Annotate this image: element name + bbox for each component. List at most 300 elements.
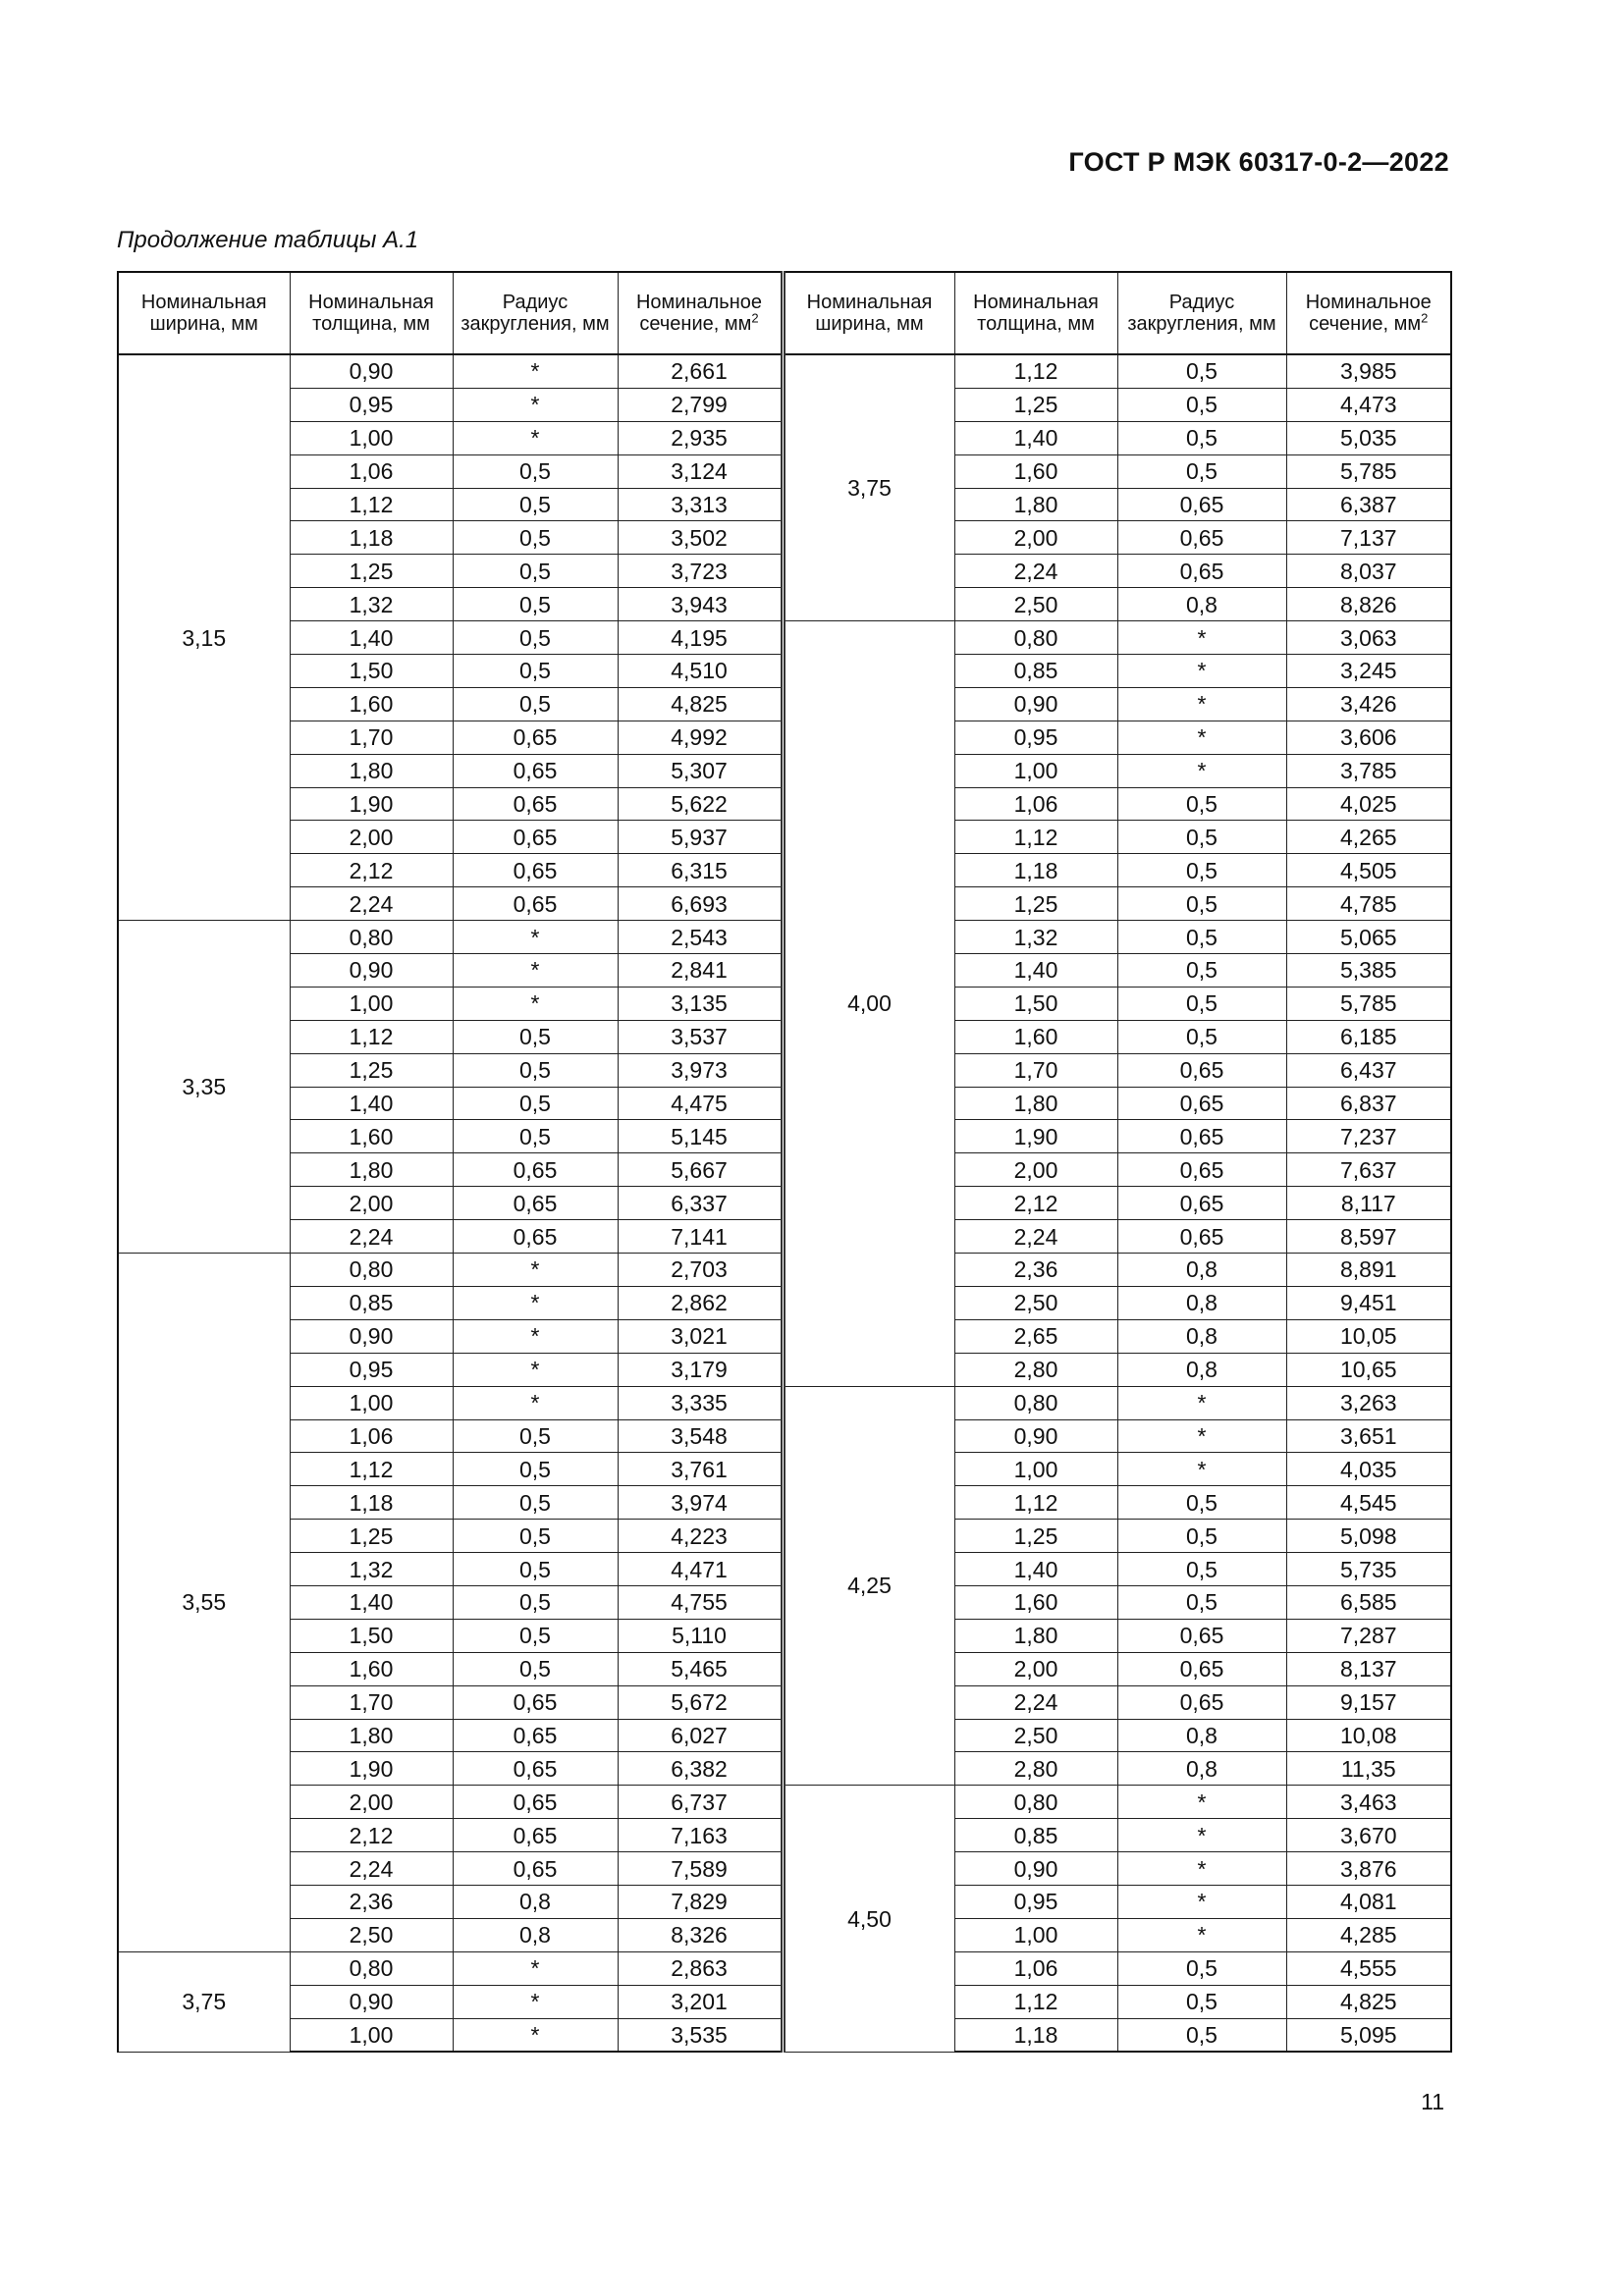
- thickness-cell: 2,80: [954, 1353, 1117, 1386]
- column-header: [1286, 272, 1451, 354]
- column-header: [954, 272, 1117, 354]
- thickness-cell: 0,80: [954, 1386, 1117, 1419]
- radius-cell: 0,5: [1117, 454, 1286, 488]
- cross-section-cell: 4,223: [618, 1520, 783, 1553]
- radius-cell: *: [1117, 1819, 1286, 1852]
- radius-cell: 0,65: [453, 1187, 618, 1220]
- thickness-cell: 2,50: [954, 588, 1117, 621]
- thickness-cell: 1,12: [954, 1985, 1117, 2018]
- column-header: [290, 272, 453, 354]
- cross-section-cell: 4,035: [1286, 1453, 1451, 1486]
- radius-cell: 0,5: [1117, 1985, 1286, 2018]
- radius-cell: 0,5: [453, 555, 618, 588]
- radius-cell: *: [1117, 721, 1286, 754]
- thickness-cell: 0,90: [290, 954, 453, 988]
- cross-section-cell: 4,473: [1286, 388, 1451, 421]
- radius-cell: 0,5: [1117, 1553, 1286, 1586]
- thickness-cell: 1,60: [290, 1120, 453, 1153]
- table-body: [118, 354, 1451, 2052]
- thickness-cell: 2,36: [954, 1254, 1117, 1287]
- thickness-cell: 2,00: [954, 1652, 1117, 1685]
- cross-section-cell: 6,387: [1286, 488, 1451, 521]
- radius-cell: 0,5: [1117, 388, 1286, 421]
- thickness-cell: 1,90: [290, 1752, 453, 1786]
- thickness-cell: 0,85: [954, 1819, 1117, 1852]
- cross-section-cell: 6,437: [1286, 1053, 1451, 1087]
- radius-cell: *: [453, 354, 618, 388]
- cross-section-cell: 5,065: [1286, 921, 1451, 954]
- thickness-cell: 1,12: [954, 1486, 1117, 1520]
- radius-cell: 0,65: [1117, 1619, 1286, 1652]
- radius-cell: 0,65: [453, 1786, 618, 1819]
- thickness-cell: 1,25: [954, 887, 1117, 921]
- thickness-cell: 1,40: [954, 954, 1117, 988]
- radius-cell: *: [453, 1319, 618, 1353]
- thickness-cell: 1,18: [290, 1486, 453, 1520]
- thickness-cell: 0,80: [290, 921, 453, 954]
- thickness-cell: 1,50: [954, 987, 1117, 1020]
- thickness-cell: 1,32: [954, 921, 1117, 954]
- thickness-cell: 1,18: [290, 521, 453, 555]
- cross-section-cell: 3,548: [618, 1419, 783, 1453]
- cross-section-cell: 4,475: [618, 1087, 783, 1120]
- thickness-cell: 1,00: [954, 754, 1117, 787]
- radius-cell: 0,65: [453, 1852, 618, 1886]
- radius-cell: *: [453, 1286, 618, 1319]
- column-header-text: Радиус закругления, мм: [1127, 292, 1276, 335]
- radius-cell: 0,8: [1117, 1719, 1286, 1752]
- radius-cell: *: [1117, 1386, 1286, 1419]
- cross-section-cell: 3,943: [618, 588, 783, 621]
- thickness-cell: 1,12: [954, 821, 1117, 854]
- thickness-cell: 1,00: [954, 1453, 1117, 1486]
- radius-cell: 0,5: [453, 1020, 618, 1053]
- radius-cell: 0,5: [1117, 1951, 1286, 1985]
- cross-section-cell: 4,195: [618, 621, 783, 655]
- radius-cell: 0,8: [453, 1885, 618, 1918]
- radius-cell: *: [453, 2018, 618, 2052]
- thickness-cell: 1,18: [954, 854, 1117, 887]
- cross-section-cell: 6,027: [618, 1719, 783, 1752]
- radius-cell: 0,5: [453, 1520, 618, 1553]
- width-cell: 3,55: [118, 1254, 290, 1952]
- cross-section-cell: 6,737: [618, 1786, 783, 1819]
- cross-section-cell: 5,035: [1286, 421, 1451, 454]
- thickness-cell: 2,24: [954, 1685, 1117, 1719]
- column-header-text: Номинальное сечение, мм: [635, 292, 763, 335]
- thickness-cell: 2,24: [290, 1220, 453, 1254]
- thickness-cell: 1,60: [290, 1652, 453, 1685]
- column-header-text: Номинальная толщина, мм: [973, 292, 1099, 335]
- cross-section-cell: 8,137: [1286, 1652, 1451, 1685]
- cross-section-cell: 3,179: [618, 1353, 783, 1386]
- thickness-cell: 1,90: [290, 787, 453, 821]
- thickness-cell: 1,06: [954, 1951, 1117, 1985]
- cross-section-cell: 5,672: [618, 1685, 783, 1719]
- thickness-cell: 2,50: [954, 1286, 1117, 1319]
- width-cell: 3,75: [118, 1951, 290, 2052]
- thickness-cell: 2,12: [290, 854, 453, 887]
- thickness-cell: 1,00: [290, 987, 453, 1020]
- radius-cell: 0,5: [453, 621, 618, 655]
- radius-cell: *: [1117, 1885, 1286, 1918]
- thickness-cell: 0,90: [954, 1852, 1117, 1886]
- radius-cell: *: [1117, 1786, 1286, 1819]
- cross-section-cell: 5,385: [1286, 954, 1451, 988]
- radius-cell: 0,5: [1117, 887, 1286, 921]
- thickness-cell: 1,12: [290, 1020, 453, 1053]
- cross-section-cell: 4,785: [1286, 887, 1451, 921]
- radius-cell: 0,65: [1117, 521, 1286, 555]
- thickness-cell: 1,80: [954, 1087, 1117, 1120]
- radius-cell: 0,5: [453, 1453, 618, 1486]
- thickness-cell: 0,90: [290, 1319, 453, 1353]
- column-header-text: Номинальная толщина, мм: [308, 292, 434, 335]
- cross-section-cell: 5,307: [618, 754, 783, 787]
- thickness-cell: 2,80: [954, 1752, 1117, 1786]
- radius-cell: *: [453, 987, 618, 1020]
- cross-section-cell: 8,117: [1286, 1187, 1451, 1220]
- thickness-cell: 1,12: [290, 488, 453, 521]
- radius-cell: 0,5: [1117, 421, 1286, 454]
- radius-cell: *: [453, 1951, 618, 1985]
- radius-cell: 0,65: [1117, 1087, 1286, 1120]
- cross-section-cell: 8,597: [1286, 1220, 1451, 1254]
- radius-cell: *: [1117, 754, 1286, 787]
- radius-cell: *: [453, 1985, 618, 2018]
- radius-cell: 0,65: [1117, 1153, 1286, 1187]
- cross-section-cell: 3,974: [618, 1486, 783, 1520]
- thickness-cell: 2,00: [954, 521, 1117, 555]
- radius-cell: 0,5: [1117, 854, 1286, 887]
- radius-cell: 0,8: [1117, 1254, 1286, 1287]
- thickness-cell: 1,12: [954, 354, 1117, 388]
- thickness-cell: 1,18: [954, 2018, 1117, 2052]
- thickness-cell: 0,90: [290, 1985, 453, 2018]
- cross-section-cell: 4,555: [1286, 1951, 1451, 1985]
- width-cell: 4,25: [783, 1386, 954, 1786]
- page-number: 11: [1421, 2089, 1444, 2114]
- cross-section-cell: 2,661: [618, 354, 783, 388]
- document-id: ГОСТ Р МЭК 60317-0-2—2022: [1068, 147, 1449, 177]
- thickness-cell: 1,06: [954, 787, 1117, 821]
- dimensions-table: [117, 271, 1452, 2053]
- cross-section-cell: 3,463: [1286, 1786, 1451, 1819]
- cross-section-cell: 3,135: [618, 987, 783, 1020]
- radius-cell: *: [1117, 1918, 1286, 1951]
- radius-cell: 0,5: [453, 1087, 618, 1120]
- thickness-cell: 1,40: [954, 1553, 1117, 1586]
- column-header-text: Радиус закругления, мм: [460, 292, 610, 335]
- thickness-cell: 0,95: [290, 388, 453, 421]
- radius-cell: 0,65: [1117, 1053, 1286, 1087]
- column-header-text: Номинальная ширина, мм: [806, 292, 933, 335]
- cross-section-cell: 3,785: [1286, 754, 1451, 787]
- cross-section-cell: 5,785: [1286, 987, 1451, 1020]
- width-cell: 3,15: [118, 354, 290, 921]
- cross-section-cell: 5,735: [1286, 1553, 1451, 1586]
- cross-section-cell: 10,05: [1286, 1319, 1451, 1353]
- cross-section-cell: 5,937: [618, 821, 783, 854]
- thickness-cell: 0,90: [290, 354, 453, 388]
- thickness-cell: 1,70: [290, 721, 453, 754]
- thickness-cell: 1,00: [290, 421, 453, 454]
- radius-cell: *: [453, 1353, 618, 1386]
- radius-cell: 0,5: [453, 588, 618, 621]
- radius-cell: *: [1117, 621, 1286, 655]
- cross-section-cell: 3,606: [1286, 721, 1451, 754]
- cross-section-cell: 6,585: [1286, 1585, 1451, 1619]
- cross-section-cell: 3,670: [1286, 1819, 1451, 1852]
- radius-cell: 0,5: [1117, 987, 1286, 1020]
- cross-section-cell: 7,141: [618, 1220, 783, 1254]
- radius-cell: 0,65: [453, 721, 618, 754]
- cross-section-cell: 8,326: [618, 1918, 783, 1951]
- thickness-cell: 1,40: [290, 1087, 453, 1120]
- cross-section-cell: 3,313: [618, 488, 783, 521]
- radius-cell: *: [453, 921, 618, 954]
- width-cell: 3,35: [118, 921, 290, 1254]
- thickness-cell: 1,00: [290, 2018, 453, 2052]
- cross-section-cell: 4,510: [618, 655, 783, 688]
- thickness-cell: 0,80: [954, 621, 1117, 655]
- cross-section-cell: 2,862: [618, 1286, 783, 1319]
- thickness-cell: 1,25: [290, 555, 453, 588]
- cross-section-cell: 3,502: [618, 521, 783, 555]
- thickness-cell: 0,85: [954, 655, 1117, 688]
- radius-cell: 0,5: [1117, 921, 1286, 954]
- cross-section-cell: 10,65: [1286, 1353, 1451, 1386]
- radius-cell: 0,65: [1117, 1187, 1286, 1220]
- cross-section-cell: 11,35: [1286, 1752, 1451, 1786]
- cross-section-cell: 5,785: [1286, 454, 1451, 488]
- cross-section-cell: 3,876: [1286, 1852, 1451, 1886]
- table-row: [118, 1786, 1451, 1819]
- dimensions-table-container: [117, 271, 1450, 2053]
- cross-section-cell: 3,535: [618, 2018, 783, 2052]
- width-cell: 4,00: [783, 621, 954, 1386]
- thickness-cell: 2,50: [290, 1918, 453, 1951]
- thickness-cell: 1,60: [954, 1585, 1117, 1619]
- radius-cell: 0,5: [453, 1619, 618, 1652]
- cross-section-cell: 5,622: [618, 787, 783, 821]
- cross-section-cell: 10,08: [1286, 1719, 1451, 1752]
- radius-cell: 0,65: [1117, 1685, 1286, 1719]
- column-header: [1117, 272, 1286, 354]
- radius-cell: 0,65: [453, 887, 618, 921]
- cross-section-cell: 7,237: [1286, 1120, 1451, 1153]
- radius-cell: 0,65: [453, 754, 618, 787]
- thickness-cell: 1,32: [290, 588, 453, 621]
- cross-section-cell: 5,095: [1286, 2018, 1451, 2052]
- cross-section-cell: 4,505: [1286, 854, 1451, 887]
- thickness-cell: 2,00: [290, 1786, 453, 1819]
- thickness-cell: 1,25: [954, 1520, 1117, 1553]
- cross-section-cell: 4,825: [618, 687, 783, 721]
- thickness-cell: 2,24: [290, 887, 453, 921]
- cross-section-cell: 4,025: [1286, 787, 1451, 821]
- cross-section-cell: 3,245: [1286, 655, 1451, 688]
- column-header-text: Номинальное сечение, мм: [1305, 292, 1432, 335]
- radius-cell: *: [1117, 1852, 1286, 1886]
- radius-cell: 0,5: [1117, 1585, 1286, 1619]
- thickness-cell: 1,60: [290, 687, 453, 721]
- radius-cell: 0,5: [453, 1053, 618, 1087]
- table-row: [118, 621, 1451, 655]
- cross-section-cell: 4,825: [1286, 1985, 1451, 2018]
- radius-cell: 0,8: [1117, 1319, 1286, 1353]
- radius-cell: 0,5: [453, 521, 618, 555]
- radius-cell: *: [1117, 687, 1286, 721]
- thickness-cell: 0,80: [954, 1786, 1117, 1819]
- radius-cell: 0,5: [453, 1553, 618, 1586]
- table-header-row: [118, 272, 1451, 354]
- radius-cell: *: [1117, 1453, 1286, 1486]
- radius-cell: 0,65: [453, 854, 618, 887]
- thickness-cell: 1,50: [290, 1619, 453, 1652]
- thickness-cell: 0,90: [954, 1419, 1117, 1453]
- thickness-cell: 1,25: [954, 388, 1117, 421]
- radius-cell: 0,65: [453, 1220, 618, 1254]
- cross-section-cell: 6,837: [1286, 1087, 1451, 1120]
- cross-section-cell: 9,157: [1286, 1685, 1451, 1719]
- radius-cell: *: [1117, 655, 1286, 688]
- thickness-cell: 0,85: [290, 1286, 453, 1319]
- radius-cell: *: [453, 388, 618, 421]
- radius-cell: *: [453, 954, 618, 988]
- column-header-text: Номинальная ширина, мм: [140, 292, 267, 335]
- table-row: [118, 1386, 1451, 1419]
- radius-cell: 0,65: [453, 1685, 618, 1719]
- thickness-cell: 2,24: [954, 1220, 1117, 1254]
- cross-section-cell: 5,667: [618, 1153, 783, 1187]
- radius-cell: 0,65: [453, 1719, 618, 1752]
- radius-cell: 0,65: [453, 821, 618, 854]
- thickness-cell: 2,65: [954, 1319, 1117, 1353]
- thickness-cell: 1,50: [290, 655, 453, 688]
- thickness-cell: 0,80: [290, 1254, 453, 1287]
- column-header: [453, 272, 618, 354]
- thickness-cell: 2,50: [954, 1719, 1117, 1752]
- thickness-cell: 1,80: [290, 1719, 453, 1752]
- thickness-cell: 2,00: [290, 821, 453, 854]
- cross-section-cell: 5,098: [1286, 1520, 1451, 1553]
- cross-section-cell: 7,137: [1286, 521, 1451, 555]
- thickness-cell: 0,90: [954, 687, 1117, 721]
- radius-cell: 0,65: [453, 1153, 618, 1187]
- thickness-cell: 0,95: [954, 1885, 1117, 1918]
- column-header: [118, 272, 290, 354]
- thickness-cell: 0,95: [954, 721, 1117, 754]
- radius-cell: 0,8: [1117, 1752, 1286, 1786]
- cross-section-cell: 8,826: [1286, 588, 1451, 621]
- radius-cell: 0,65: [1117, 1652, 1286, 1685]
- radius-cell: 0,5: [453, 488, 618, 521]
- cross-section-cell: 2,703: [618, 1254, 783, 1287]
- cross-section-cell: 7,163: [618, 1819, 783, 1852]
- thickness-cell: 1,40: [290, 621, 453, 655]
- thickness-cell: 2,00: [290, 1187, 453, 1220]
- radius-cell: 0,5: [453, 1419, 618, 1453]
- radius-cell: 0,5: [1117, 821, 1286, 854]
- thickness-cell: 2,12: [290, 1819, 453, 1852]
- radius-cell: *: [453, 1386, 618, 1419]
- cross-section-cell: 6,315: [618, 854, 783, 887]
- cross-section-cell: 5,110: [618, 1619, 783, 1652]
- radius-cell: 0,65: [1117, 1120, 1286, 1153]
- thickness-cell: 1,80: [290, 754, 453, 787]
- radius-cell: 0,5: [453, 687, 618, 721]
- cross-section-cell: 4,471: [618, 1553, 783, 1586]
- cross-section-cell: 8,891: [1286, 1254, 1451, 1287]
- radius-cell: 0,5: [453, 1585, 618, 1619]
- radius-cell: *: [453, 1254, 618, 1287]
- cross-section-cell: 2,863: [618, 1951, 783, 1985]
- cross-section-cell: 2,841: [618, 954, 783, 988]
- radius-cell: 0,65: [1117, 488, 1286, 521]
- column-header-superscript: 2: [751, 310, 759, 326]
- thickness-cell: 0,95: [290, 1353, 453, 1386]
- thickness-cell: 2,24: [954, 555, 1117, 588]
- radius-cell: 0,5: [453, 454, 618, 488]
- cross-section-cell: 6,693: [618, 887, 783, 921]
- radius-cell: 0,65: [453, 1752, 618, 1786]
- cross-section-cell: 3,973: [618, 1053, 783, 1087]
- thickness-cell: 2,36: [290, 1885, 453, 1918]
- thickness-cell: 1,40: [954, 421, 1117, 454]
- radius-cell: 0,65: [453, 1819, 618, 1852]
- thickness-cell: 1,25: [290, 1520, 453, 1553]
- thickness-cell: 2,24: [290, 1852, 453, 1886]
- cross-section-cell: 3,723: [618, 555, 783, 588]
- cross-section-cell: 4,285: [1286, 1918, 1451, 1951]
- radius-cell: 0,5: [453, 655, 618, 688]
- thickness-cell: 1,80: [954, 1619, 1117, 1652]
- cross-section-cell: 6,185: [1286, 1020, 1451, 1053]
- radius-cell: 0,5: [1117, 1520, 1286, 1553]
- thickness-cell: 1,60: [954, 454, 1117, 488]
- cross-section-cell: 3,761: [618, 1453, 783, 1486]
- thickness-cell: 1,00: [954, 1918, 1117, 1951]
- cross-section-cell: 7,287: [1286, 1619, 1451, 1652]
- thickness-cell: 1,32: [290, 1553, 453, 1586]
- radius-cell: 0,5: [1117, 2018, 1286, 2052]
- thickness-cell: 1,90: [954, 1120, 1117, 1153]
- cross-section-cell: 4,755: [618, 1585, 783, 1619]
- cross-section-cell: 2,543: [618, 921, 783, 954]
- thickness-cell: 0,80: [290, 1951, 453, 1985]
- column-header-superscript: 2: [1421, 310, 1429, 326]
- cross-section-cell: 4,545: [1286, 1486, 1451, 1520]
- thickness-cell: 2,00: [954, 1153, 1117, 1187]
- cross-section-cell: 3,335: [618, 1386, 783, 1419]
- cross-section-cell: 7,829: [618, 1885, 783, 1918]
- radius-cell: 0,65: [1117, 555, 1286, 588]
- cross-section-cell: 3,201: [618, 1985, 783, 2018]
- thickness-cell: 1,70: [290, 1685, 453, 1719]
- cross-section-cell: 2,799: [618, 388, 783, 421]
- cross-section-cell: 3,021: [618, 1319, 783, 1353]
- radius-cell: 0,8: [1117, 588, 1286, 621]
- thickness-cell: 1,06: [290, 1419, 453, 1453]
- width-cell: 4,50: [783, 1786, 954, 2053]
- radius-cell: 0,5: [1117, 354, 1286, 388]
- cross-section-cell: 7,589: [618, 1852, 783, 1886]
- cross-section-cell: 3,124: [618, 454, 783, 488]
- width-cell: 3,75: [783, 354, 954, 621]
- radius-cell: 0,5: [453, 1652, 618, 1685]
- column-header: [618, 272, 783, 354]
